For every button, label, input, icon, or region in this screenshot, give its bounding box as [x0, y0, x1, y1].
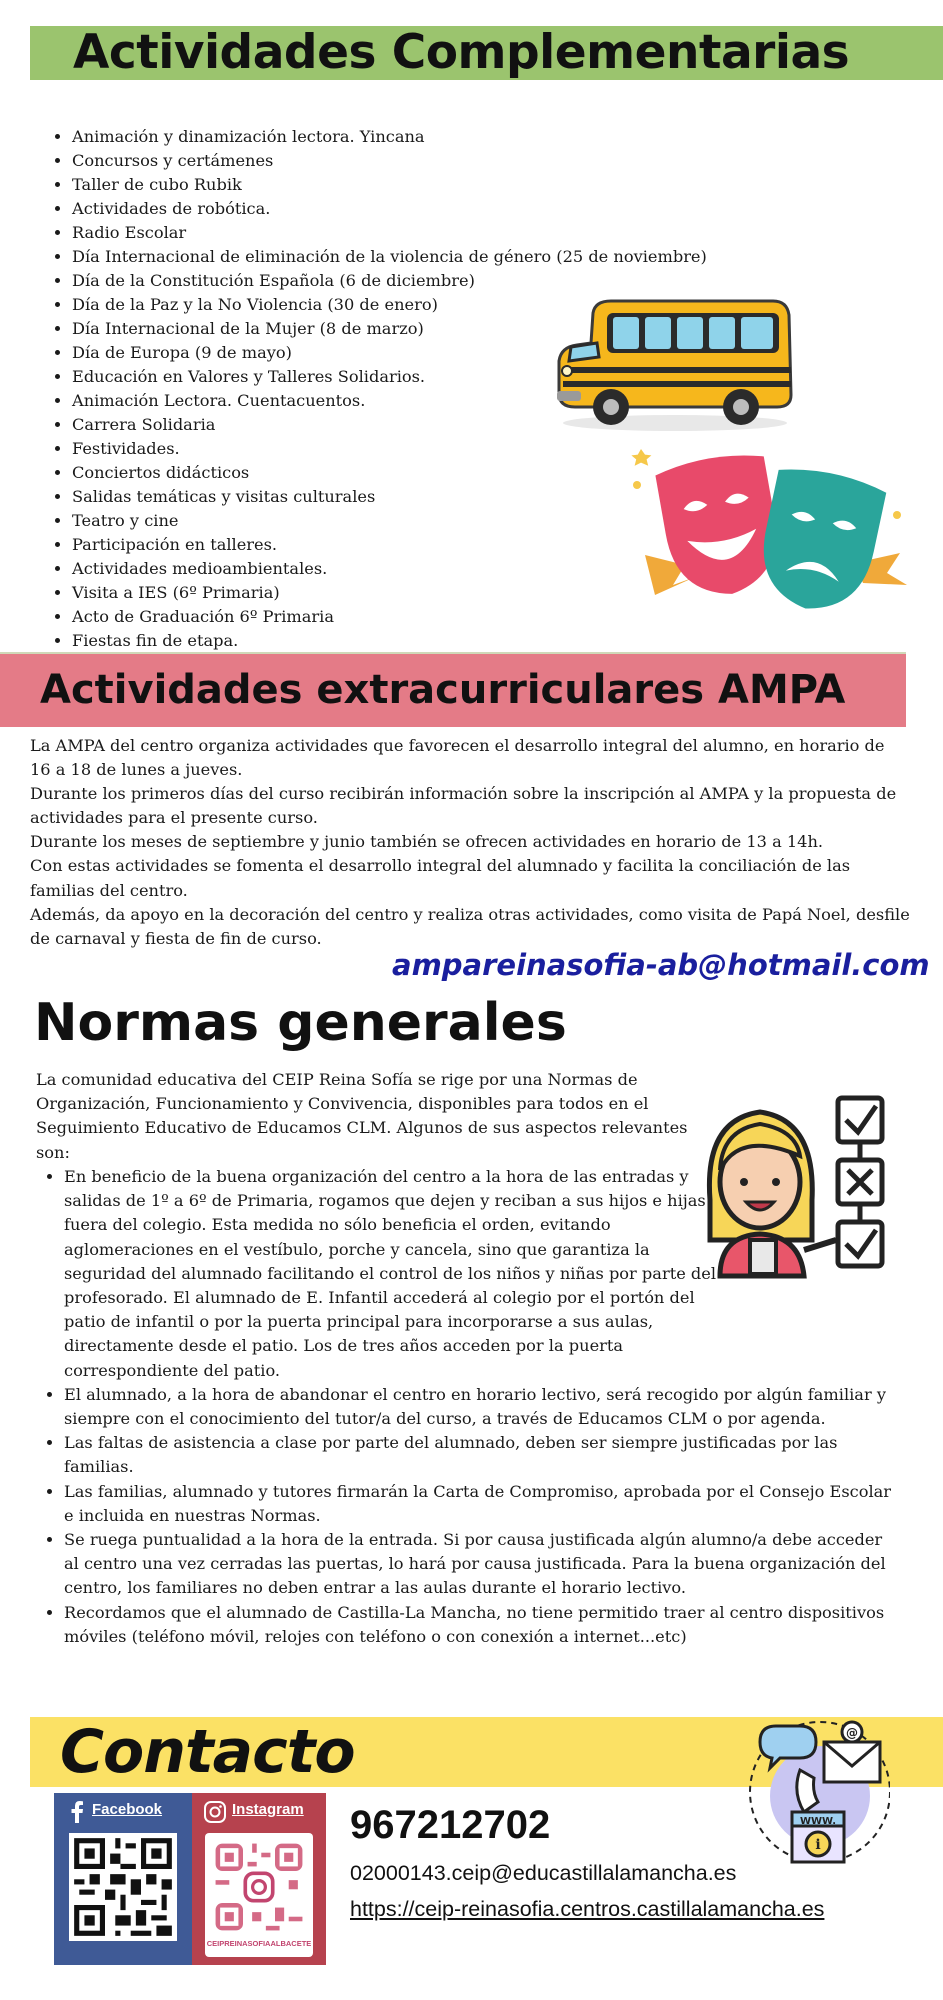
www-label: WWW. — [799, 1816, 837, 1827]
list-item: • Actividades medioambientales. — [72, 557, 832, 581]
instagram-link[interactable]: Instagram — [232, 1801, 304, 1818]
list-item: • Festividades. — [72, 437, 832, 461]
normas-intro: La comunidad educativa del CEIP Reina Sofía se rige por una Normas de Organización, Funcionamiento y Convivencia, disponibles para todos en el Seguimiento Educativo de Educamos CLM. Algunos de sus aspectos relevantes son: — [36, 1070, 688, 1162]
ampa-paragraph: Durante los meses de septiembre y junio también se ofrecen actividades en horario de 13 a 14h. — [30, 832, 824, 852]
list-item: • Animación y dinamización lectora. Yincana — [72, 125, 832, 149]
list-item: • El alumnado, a la hora de abandonar el centro en horario lectivo, será recogido por algún familiar y siempre con el conocimiento del tutor/a del curso, a través de Educamos CLM o por agenda. — [64, 1383, 894, 1431]
complementarias-banner — [30, 26, 943, 80]
list-item: • Educación en Valores y Talleres Solidarios. — [72, 365, 832, 389]
ampa-paragraph: Además, da apoyo en la decoración del centro y realiza otras actividades, como visita de Papá Noel, desfile de carnaval y fiesta de fin de curso. — [30, 904, 910, 948]
qr-code — [211, 1839, 307, 1935]
social-links — [54, 1793, 326, 1965]
ampa-paragraph: Durante los primeros días del curso recibirán información sobre la inscripción al AMPA y la propuesta de actividades para el presente curso. — [30, 784, 897, 828]
list-item: • Día de Europa (9 de mayo) — [72, 341, 832, 365]
instagram-card[interactable] — [192, 1793, 326, 1965]
list-item: • Acto de Graduación 6º Primaria — [72, 605, 832, 629]
list-item: • Salidas temáticas y visitas culturales — [72, 485, 832, 509]
list-item: • Animación Lectora. Cuentacuentos. — [72, 389, 832, 413]
contacto-title: Contacto — [60, 1717, 355, 1787]
ampa-description — [30, 734, 910, 951]
facebook-card[interactable] — [54, 1793, 192, 1965]
extracurriculares-banner — [0, 652, 906, 727]
list-item: • Radio Escolar — [72, 221, 832, 245]
normas-title: Normas generales — [34, 993, 567, 1053]
list-item: • Se ruega puntualidad a la hora de la entrada. Si por causa justificada algún alumno/a debe acceder al centro una vez cerradas las puertas, lo hará por causa justificada. Para la buena organización del centro, los familiares no deben entrar a las aulas durante el horario lectivo. — [64, 1528, 894, 1601]
ampa-paragraph: La AMPA del centro organiza actividades que favorecen el desarrollo integral del alumno, en horario de 16 a 18 de lunes a jueves. — [30, 736, 885, 780]
theater-masks-icon — [625, 445, 910, 620]
extracurriculares-title: Actividades extracurriculares AMPA — [40, 667, 846, 713]
school-bus-icon — [555, 295, 795, 435]
facebook-icon — [70, 1801, 84, 1823]
contact-website-link[interactable]: https://ceip-reinasofia.centros.castillalamancha.es — [350, 1897, 825, 1921]
list-item: • Día Internacional de eliminación de la violencia de género (25 de noviembre) — [72, 245, 832, 269]
list-item: • Las faltas de asistencia a clase por parte del alumnado, deben ser siempre justificadas por las familias. — [64, 1431, 894, 1479]
list-item: • Actividades de robótica. — [72, 197, 832, 221]
svg-text:@: @ — [846, 1726, 858, 1740]
list-item: • Visita a IES (6º Primaria) — [72, 581, 832, 605]
instagram-icon — [204, 1801, 226, 1823]
girl-checklist-icon — [700, 1090, 895, 1280]
list-item: • Concursos y certámenes — [72, 149, 832, 173]
list-item: • Participación en talleres. — [72, 533, 832, 557]
ampa-email[interactable]: ampareinasofia-ab@hotmail.com — [392, 948, 930, 982]
list-item: • Conciertos didácticos — [72, 461, 832, 485]
list-item: • Taller de cubo Rubik — [72, 173, 832, 197]
list-item: • Recordamos que el alumnado de Castilla-La Mancha, no tiene permitido traer al centro dispositivos móviles (teléfono móvil, relojes con teléfono o con conexión a internet...etc) — [64, 1601, 894, 1649]
list-item: • Carrera Solidaria — [72, 413, 832, 437]
list-item: • Teatro y cine — [72, 509, 832, 533]
instagram-handle: CEIPREINASOFIAALBACETE — [206, 1939, 312, 1948]
list-item: • Día de la Constitución Española (6 de diciembre) — [72, 269, 832, 293]
list-item: • Día Internacional de la Mujer (8 de marzo) — [72, 317, 832, 341]
contact-email[interactable]: 02000143.ceip@educastillalamancha.es — [350, 1861, 737, 1885]
list-item: • Día de la Paz y la No Violencia (30 de enero) — [72, 293, 832, 317]
list-item: • Fiestas fin de etapa. — [72, 629, 832, 653]
qr-code — [69, 1833, 177, 1941]
contact-phone[interactable]: 967212702 — [350, 1803, 551, 1847]
list-item: • En beneficio de la buena organización del centro a la hora de las entradas y salidas de 1º a 6º de Primaria, rogamos que dejen y reciban a sus hijos e hijas fuera del colegio. Esta medida no sólo beneficia el orden, evitando aglomeraciones en el vestíbulo, porche y cancela, sino que garantiza la seguridad del alumnado facilitando el control de los niños y niñas por parte del profesorado. El alumnado de E. Infantil accederá al colegio por el portón del patio de infantil o por la puerta principal para incorporarse a sus aulas, directamente desde el patio. Los de tres años acceden por la puerta correspondiente del patio. — [64, 1165, 719, 1383]
contact-devices-icon — [740, 1712, 890, 1872]
facebook-link[interactable]: Facebook — [92, 1801, 163, 1818]
list-item: • Las familias, alumnado y tutores firmarán la Carta de Compromiso, aprobada por el Consejo Escolar e incluida en nuestras Normas. — [64, 1480, 894, 1528]
instagram-qr-card — [205, 1833, 313, 1957]
complementarias-title: Actividades Complementarias — [73, 25, 850, 80]
svg-text:i: i — [815, 1837, 821, 1853]
ampa-paragraph: Con estas actividades se fomenta el desarrollo integral del alumnado y facilita la conciliación de las familias del centro. — [30, 856, 851, 900]
